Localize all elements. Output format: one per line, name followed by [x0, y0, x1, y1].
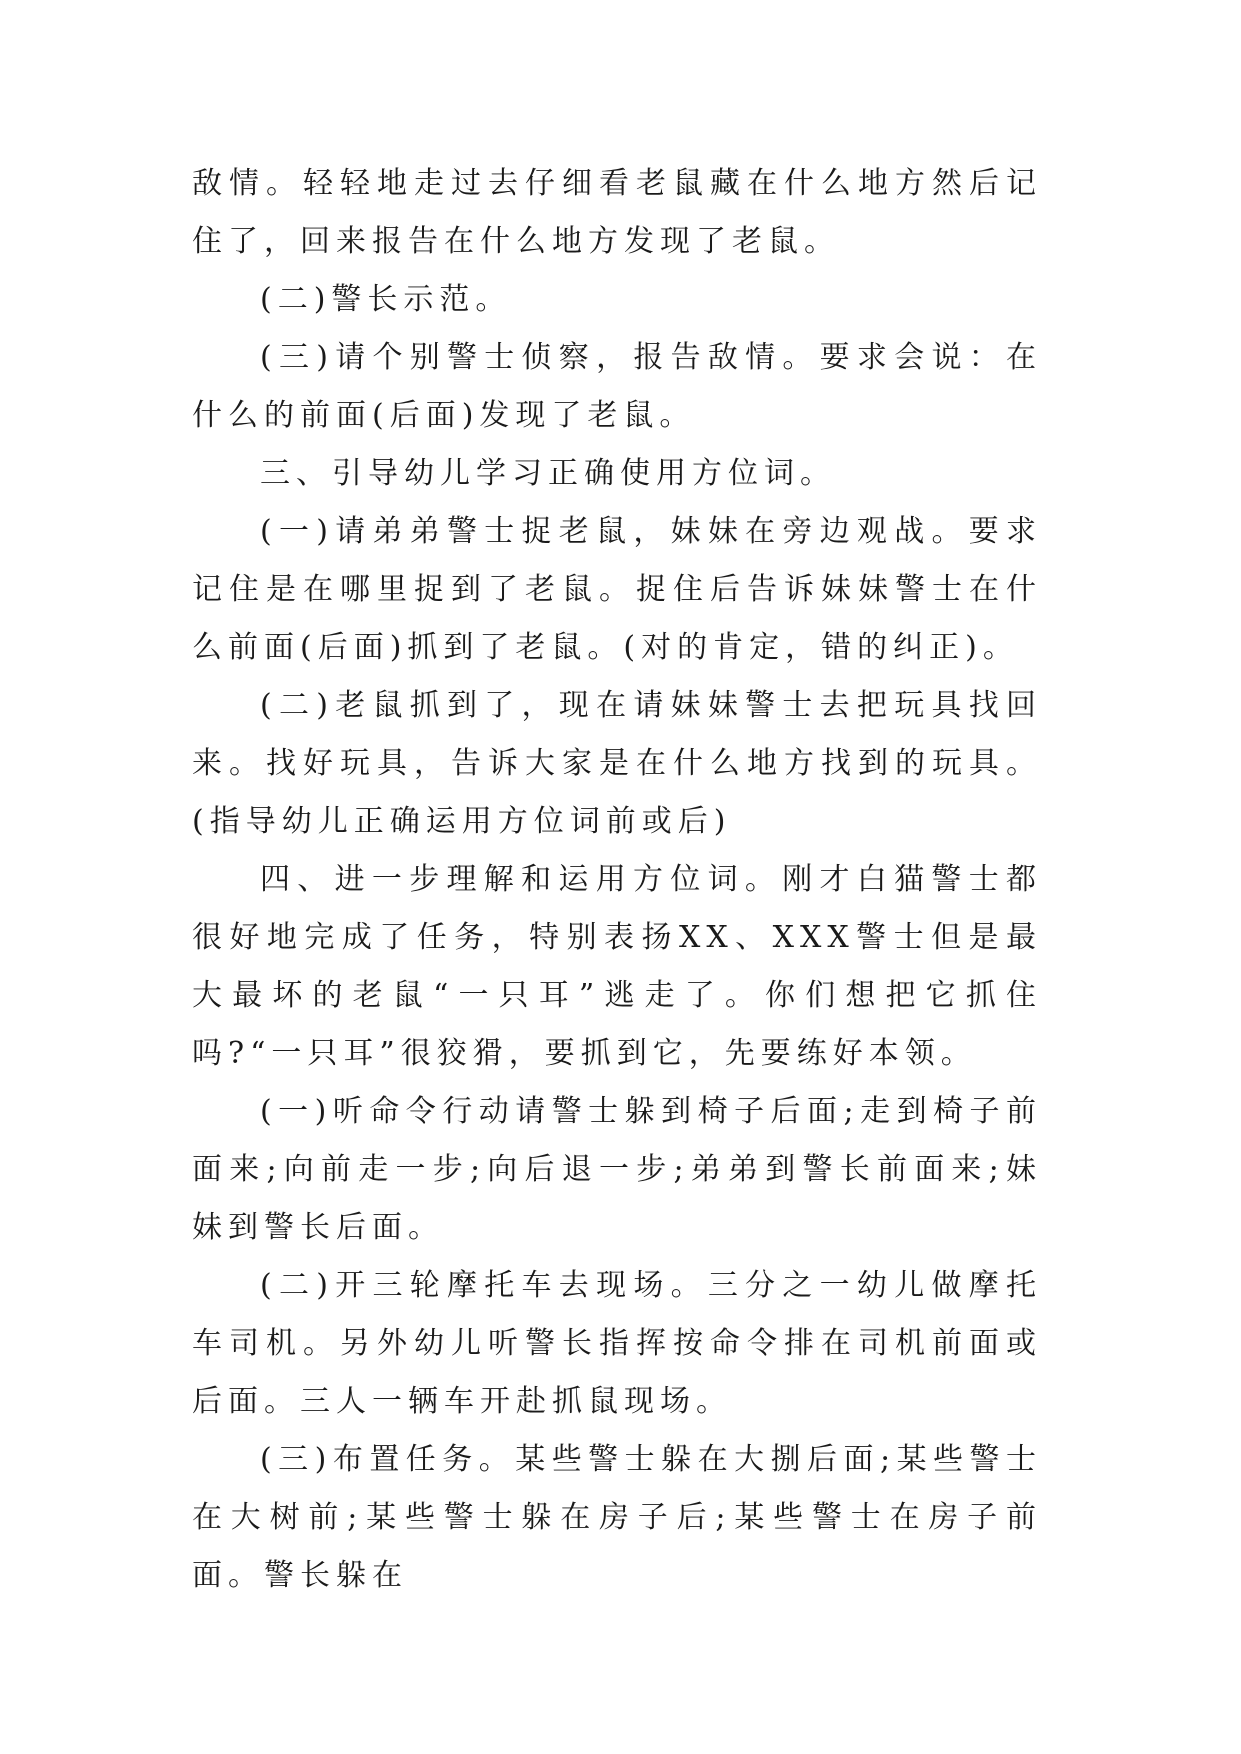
paragraph-10: (三)布置任务。某些警士躲在大捌后面;某些警士在大树前;某些警士躲在房子后;某些警士在房子前面。警长躲在	[192, 1442, 1042, 1593]
document-body	[192, 155, 1042, 1605]
paragraph-3: (三)请个别警士侦察，报告敌情。要求会说：在什么的前面(后面)发现了老鼠。	[192, 340, 1042, 433]
paragraph-6: (二)老鼠抓到了，现在请妹妹警士去把玩具找回来。找好玩具，告诉大家是在什么地方找到的玩具。(指导幼儿正确运用方位词前或后)	[192, 688, 1042, 839]
paragraph-8: (一)听命令行动请警士躲到椅子后面;走到椅子前面来;向前走一步;向后退一步;弟弟到警长前面来;妹妹到警长后面。	[192, 1094, 1042, 1245]
paragraph-7: 四、进一步理解和运用方位词。刚才白猫警士都很好地完成了任务，特别表扬XX、XXX警士但是最大最坏的老鼠“一只耳”逃走了。你们想把它抓住吗?“一只耳”很狡猾，要抓到它，先要练好本领。	[192, 862, 1042, 1071]
paragraph-1: 敌情。轻轻地走过去仔细看老鼠藏在什么地方然后记住了，回来报告在什么地方发现了老鼠。	[192, 166, 1042, 259]
paragraph-2: (二)警长示范。	[260, 282, 512, 317]
paragraph-9: (二)开三轮摩托车去现场。三分之一幼儿做摩托车司机。另外幼儿听警长指挥按命令排在司机前面或后面。三人一辆车开赴抓鼠现场。	[192, 1268, 1042, 1419]
paragraph-5: (一)请弟弟警士捉老鼠，妹妹在旁边观战。要求记住是在哪里捉到了老鼠。捉住后告诉妹妹警士在什么前面(后面)抓到了老鼠。(对的肯定，错的纠正)。	[192, 514, 1042, 665]
paragraph-4: 三、引导幼儿学习正确使用方位词。	[260, 456, 836, 491]
